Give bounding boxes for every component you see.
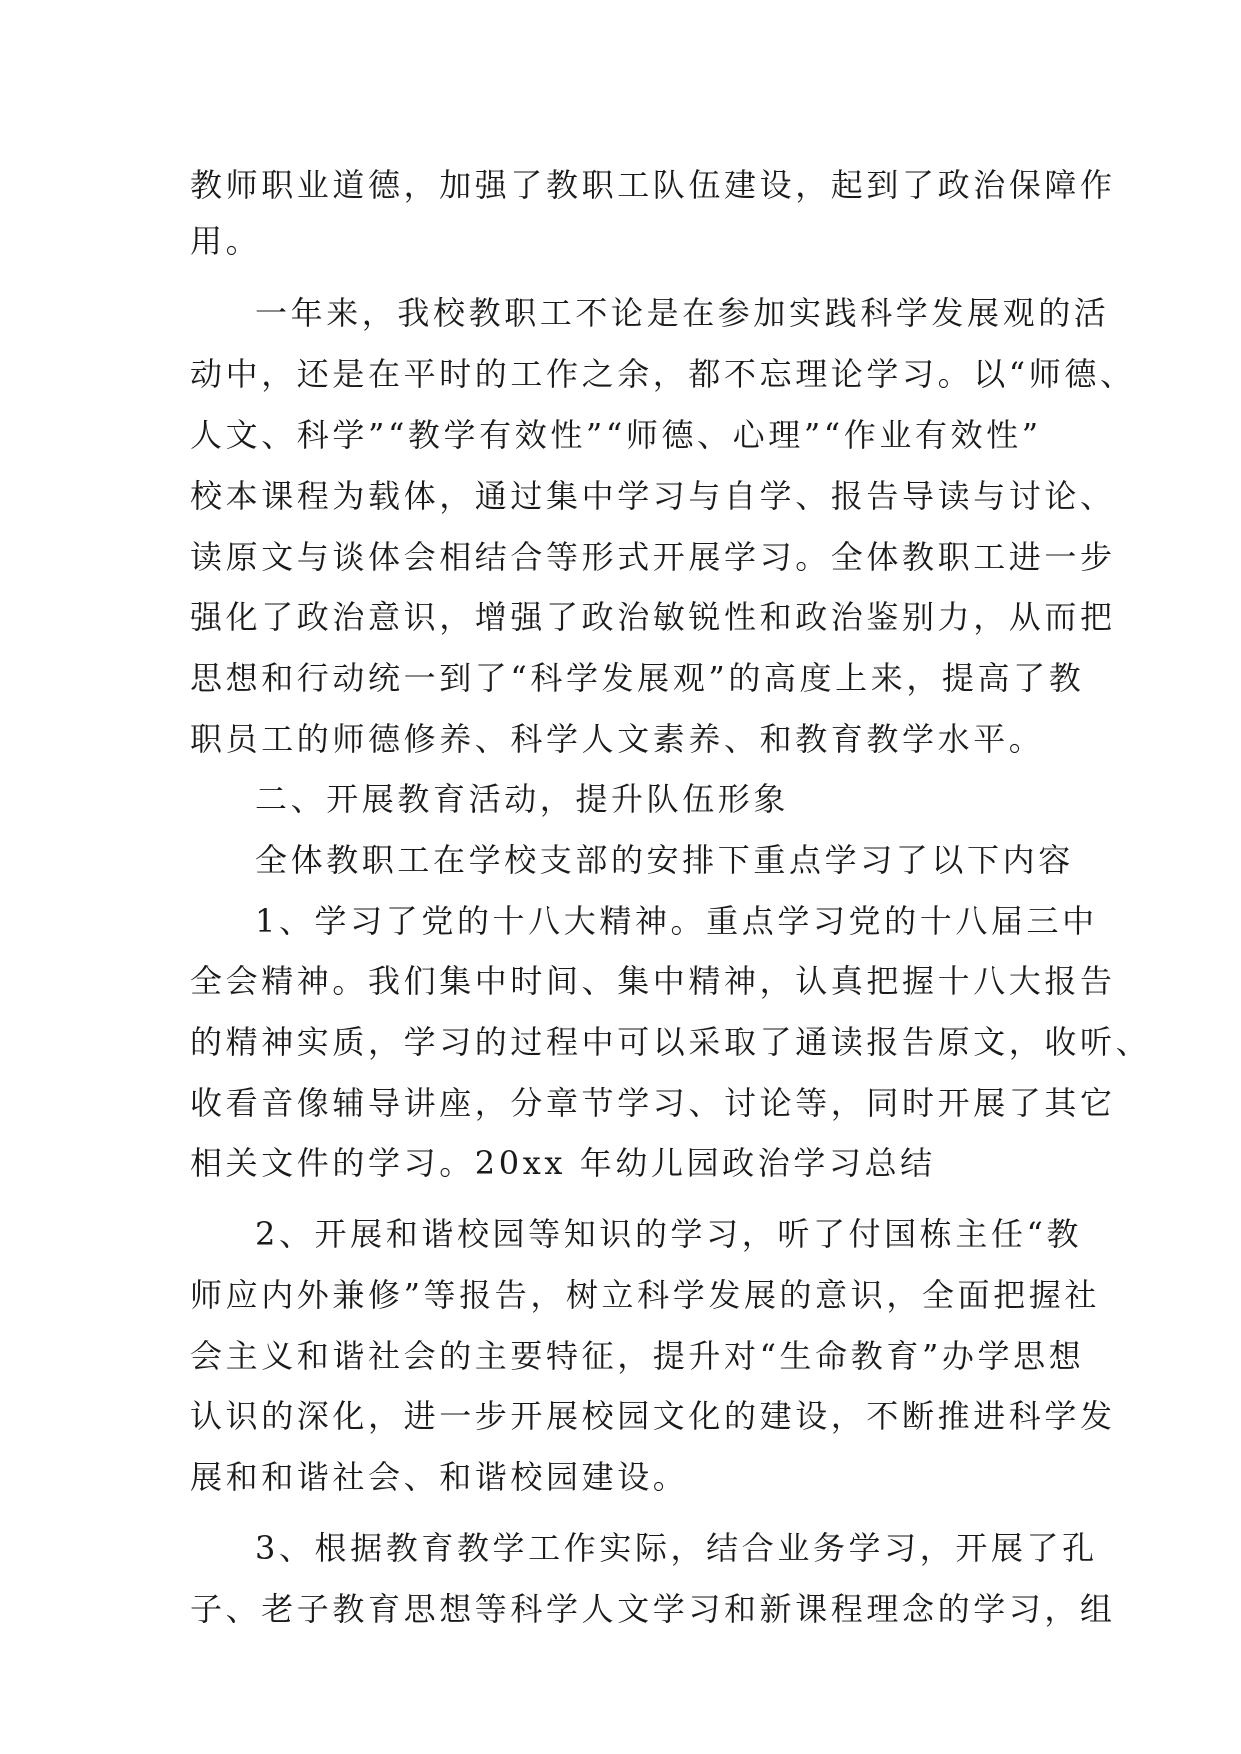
text-line: 子、老子教育思想等科学人文学习和新课程理念的学习，组: [190, 1590, 1116, 1628]
text-line: 3、根据教育教学工作实际，结合业务学习，开展了孔: [255, 1529, 1098, 1567]
text-line: 教师职业道德，加强了教职工队伍建设，起到了政治保障作: [190, 166, 1116, 204]
text-line: 读原文与谈体会相结合等形式开展学习。全体教职工进一步: [190, 538, 1116, 576]
text-line: 展和和谐社会、和谐校园建设。: [190, 1458, 689, 1496]
text-line: 相关文件的学习。20xx 年幼儿园政治学习总结: [190, 1144, 936, 1182]
text-line: 2、开展和谐校园等知识的学习，听了付国栋主任“教: [255, 1215, 1083, 1253]
text-line: 一年来，我校教职工不论是在参加实践科学发展观的活: [255, 294, 1110, 332]
text-line: 校本课程为载体，通过集中学习与自学、报告导读与讨论、: [190, 477, 1116, 515]
text-line: 的精神实质，学习的过程中可以采取了通读报告原文，收听、: [190, 1023, 1152, 1061]
section-heading: 二、开展教育活动，提升队伍形象: [255, 780, 790, 818]
text-line: 用。: [190, 222, 262, 260]
text-line: 师应内外兼修”等报告，树立科学发展的意识，全面把握社: [190, 1276, 1100, 1314]
text-line: 全体教职工在学校支部的安排下重点学习了以下内容: [255, 841, 1074, 879]
text-line: 人文、科学”“教学有效性”“师德、心理”“作业有效性”: [190, 416, 1042, 454]
text-line: 职员工的师德修养、科学人文素养、和教育教学水平。: [190, 720, 1045, 758]
text-line: 1、学习了党的十八大精神。重点学习党的十八届三中: [255, 902, 1098, 940]
text-line: 强化了政治意识，增强了政治敏锐性和政治鉴别力，从而把: [190, 598, 1116, 636]
text-line: 思想和行动统一到了“科学发展观”的高度上来，提高了教: [190, 659, 1085, 697]
text-line: 认识的深化，进一步开展校园文化的建设，不断推进科学发: [190, 1397, 1116, 1435]
text-line: 会主义和谐社会的主要特征，提升对“生命教育”办学思想: [190, 1337, 1085, 1375]
text-line: 收看音像辅导讲座，分章节学习、讨论等，同时开展了其它: [190, 1084, 1116, 1122]
text-line: 动中，还是在平时的工作之余，都不忘理论学习。以“师德、: [190, 355, 1136, 393]
text-line: 全会精神。我们集中时间、集中精神，认真把握十八大报告: [190, 962, 1116, 1000]
